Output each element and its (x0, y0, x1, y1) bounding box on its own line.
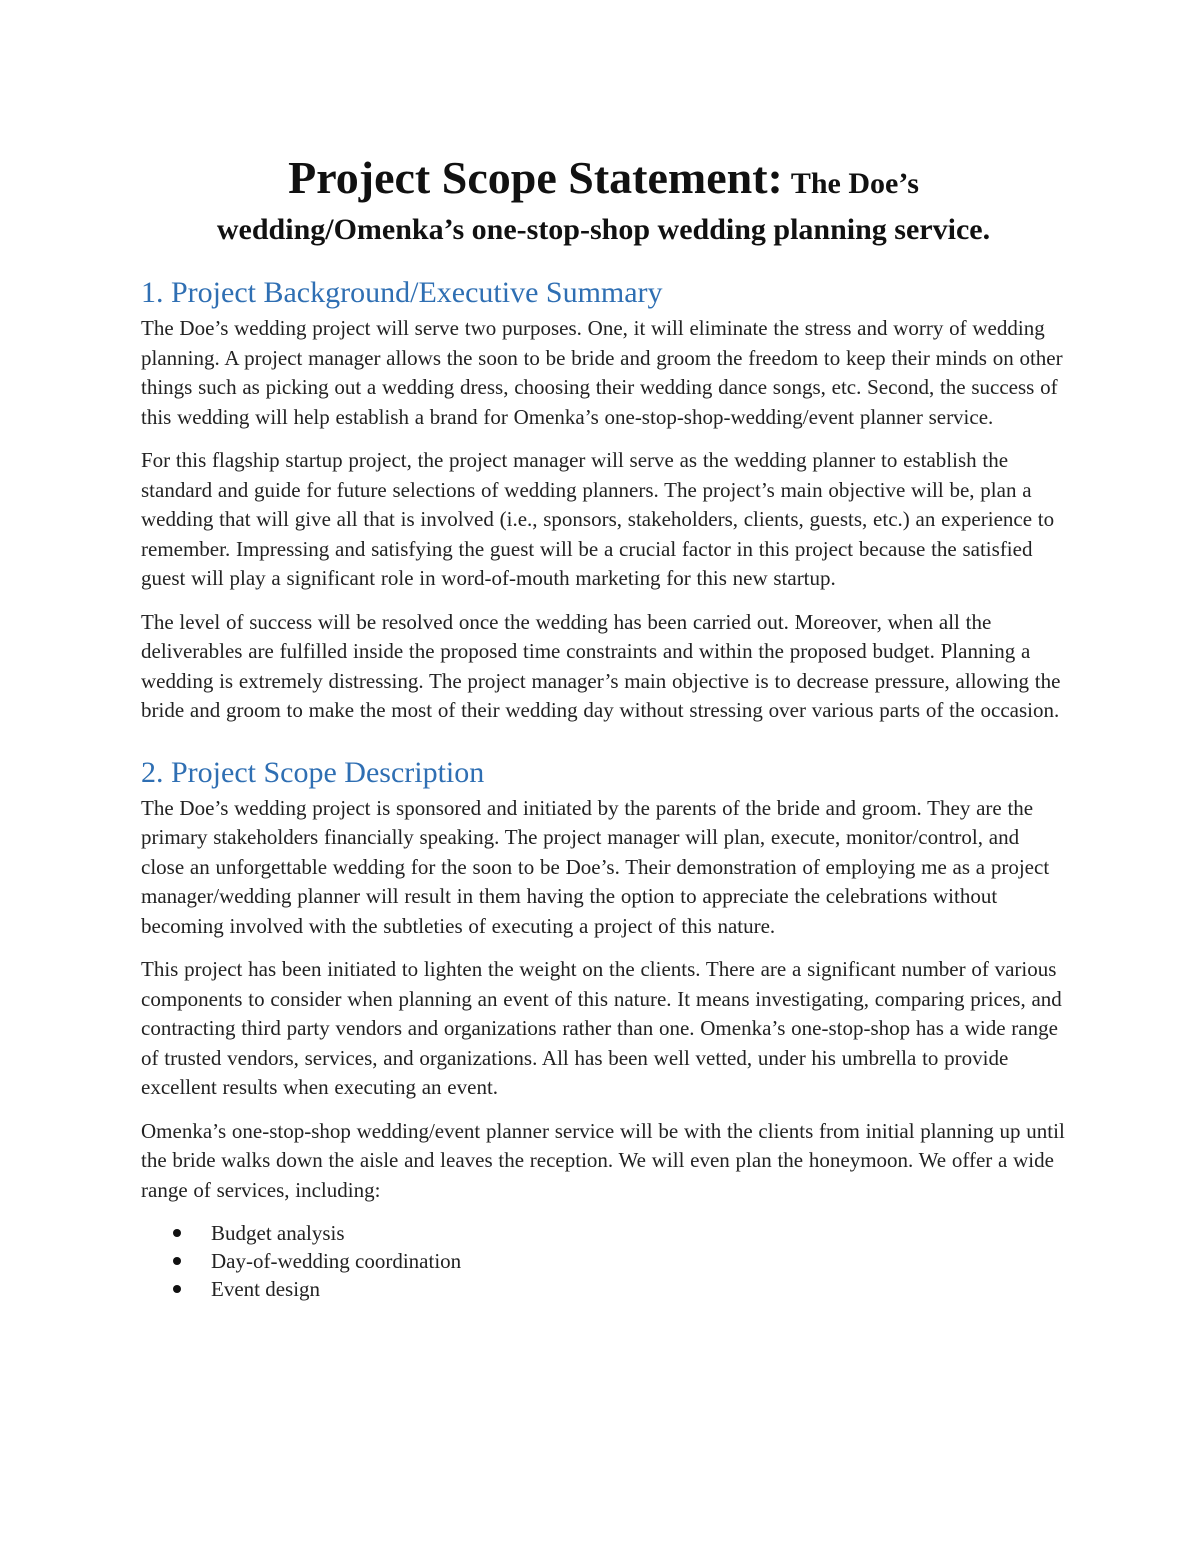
title-main: Project Scope Statement: (288, 152, 783, 203)
title-inline-sub: The Doe’s (790, 167, 919, 200)
list-item (211, 1275, 1066, 1303)
section-1-heading: 1. Project Background/Executive Summary (141, 276, 663, 309)
title-line-2: wedding/Omenka’s one-stop-shop wedding planning service. (216, 213, 991, 246)
section-2-paragraph-2: This project has been initiated to lighten the weight on the clients. There are a significant number of various components to consider when planning an event of this nature. It means investigating, comparing prices, and contracting third party vendors and organizations rather than one. Omenka’s one-stop-shop has a wide range of trusted vendors, services, and organizations. All has been well vetted, under his umbrella to provide excellent results when executing an event. (141, 957, 1062, 1099)
list-item-text: Day-of-wedding coordination (211, 1249, 462, 1273)
bullet-icon (173, 1285, 181, 1293)
bullet-icon (173, 1229, 181, 1237)
section-1-paragraph-3: The level of success will be resolved once the wedding has been carried out. Moreover, when all the deliverables are fulfilled inside the proposed time constraints and within the proposed budget. Planning a wedding is extremely distressing. The project manager’s main objective is to decrease pressure, allowing the bride and groom to make the most of their wedding day without stressing over various parts of the occasion. (141, 609, 1061, 722)
section-1-paragraph-2: For this flagship startup project, the project manager will serve as the wedding planner to establish the standard and guide for future selections of wedding planners. The project’s main objective will be, plan a wedding that will give all that is involved (i.e., sponsors, stakeholders, clients, guests, etc.) an experience to remember. Impressing and satisfying the guest will be a crucial factor in this project because the satisfied guest will play a significant role in word-of-mouth marketing for this new startup. (141, 448, 1055, 590)
list-item (211, 1247, 1066, 1275)
document-body (141, 150, 1066, 1303)
document-title (141, 150, 1066, 254)
section-2-paragraph-3: Omenka’s one-stop-shop wedding/event planner service will be with the clients from initial planning up until the bride walks down the aisle and leaves the reception. We will even plan the honeymoon. We offer a wide range of services, including: (141, 1118, 1065, 1202)
bullet-icon (173, 1257, 181, 1265)
list-item (211, 1219, 1066, 1247)
list-item-text: Event design (211, 1277, 321, 1301)
list-item-text: Budget analysis (211, 1221, 345, 1245)
section-2-heading: 2. Project Scope Description (141, 755, 485, 789)
section-2-paragraph-1: The Doe’s wedding project is sponsored and initiated by the parents of the bride and groom. They are the primary stakeholders financially speaking. The project manager will plan, execute, monitor/control, and close an unforgettable wedding for the soon to be Doe’s. Their demonstration of employing me as a project manager/wedding planner will result in them having the option to appreciate the celebrations without becoming involved with the subtleties of executing a project of this nature. (141, 795, 1050, 938)
section-1-paragraph-1: The Doe’s wedding project will serve two purposes. One, it will eliminate the stress and worry of wedding planning. A project manager allows the soon to be bride and groom the freedom to keep their minds on other things such as picking out a wedding dress, choosing their wedding dance songs, etc. Second, the success of this wedding will help establish a brand for Omenka’s one-stop-shop-wedding/event planner service. (141, 316, 1063, 429)
services-list (141, 1219, 1066, 1303)
